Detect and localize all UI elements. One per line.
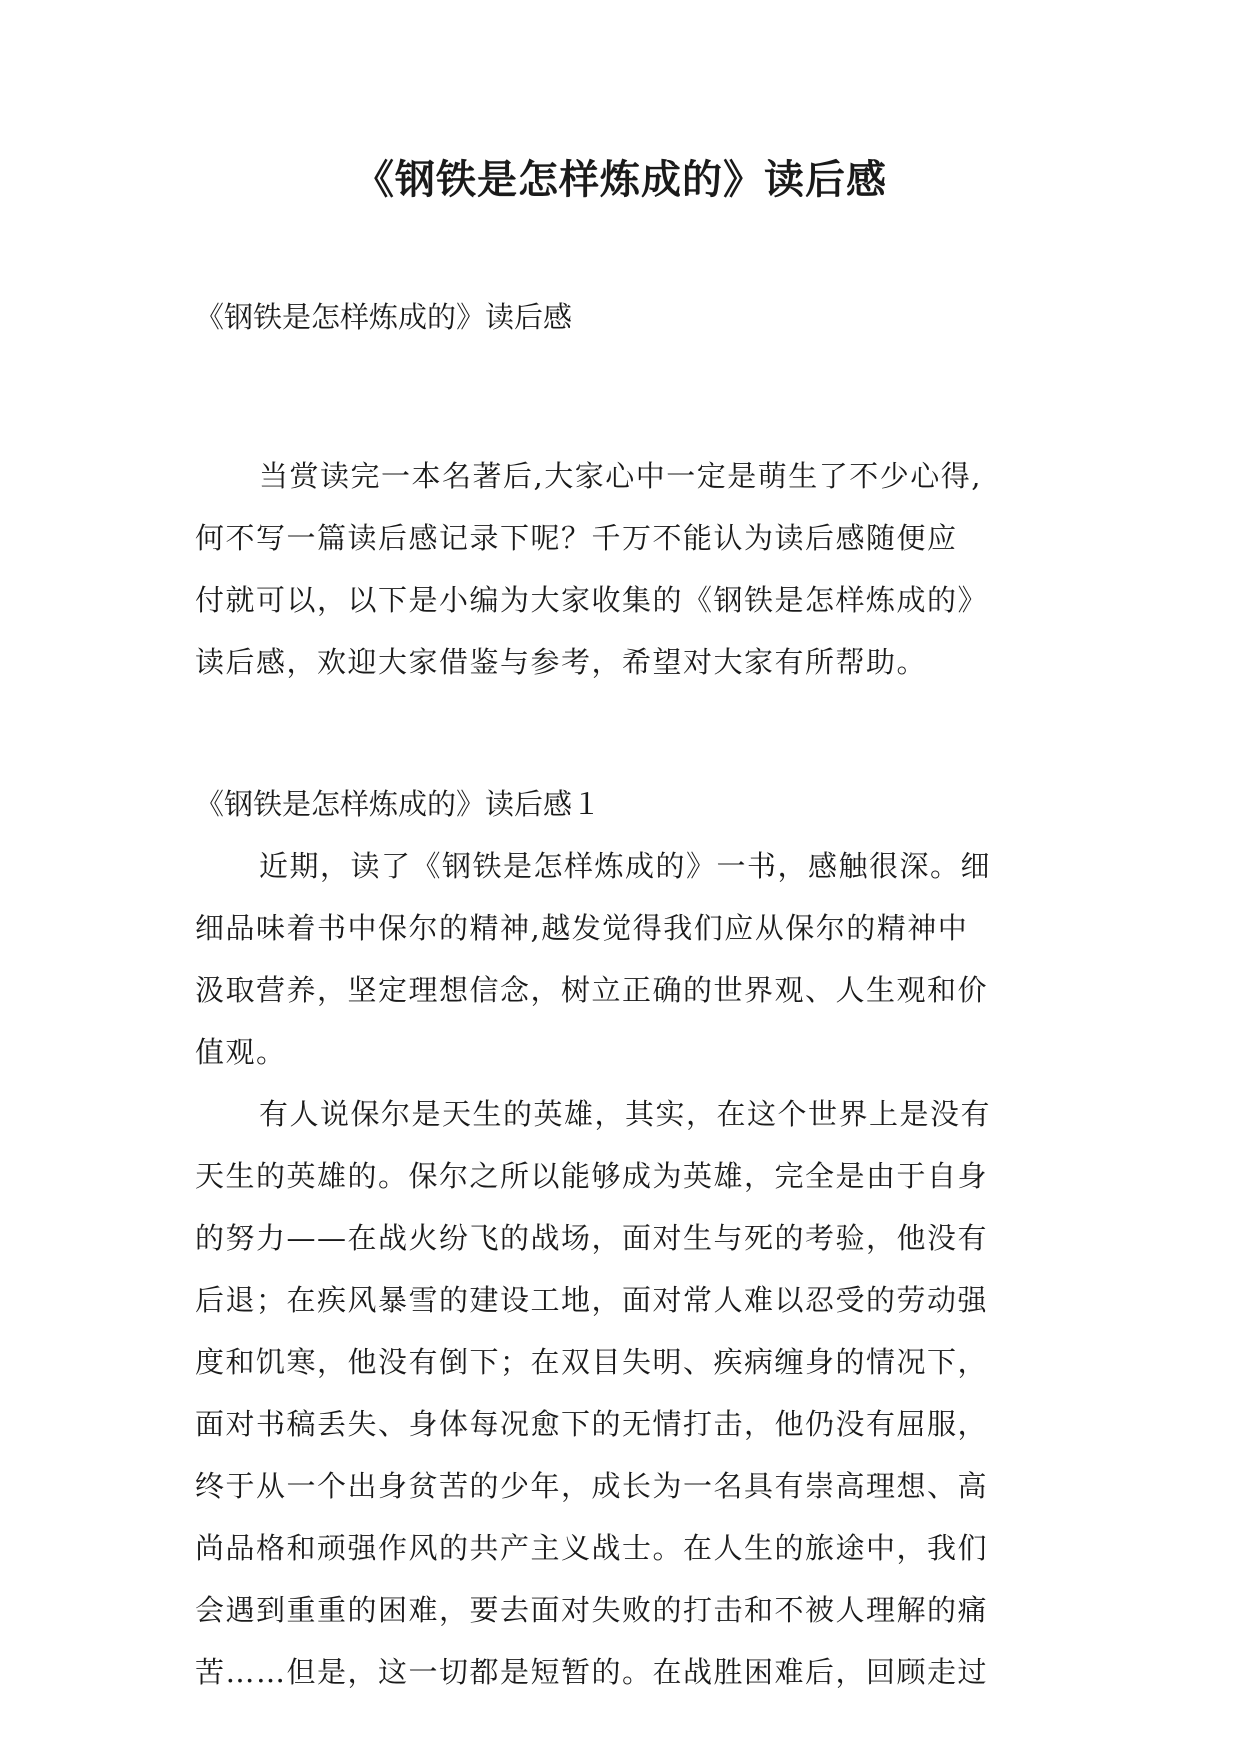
intro-paragraph (195, 445, 1055, 693)
paragraph-line: 值观。 (195, 1035, 287, 1069)
paragraph-line: 当赏读完一本名著后,大家心中一定是萌生了不少心得, (259, 459, 982, 493)
paragraph-line: 的努力——在战火纷飞的战场，面对生与死的考验，他没有 (195, 1221, 989, 1255)
paragraph-line: 汲取营养，坚定理想信念，树立正确的世界观、人生观和价 (195, 973, 989, 1007)
document-subtitle: 《钢铁是怎样炼成的》读后感 (195, 300, 573, 334)
paragraph-line: 细品味着书中保尔的精神,越发觉得我们应从保尔的精神中 (195, 911, 969, 945)
paragraph-line: 有人说保尔是天生的英雄，其实，在这个世界上是没有 (259, 1097, 992, 1131)
paragraph-line: 面对书稿丢失、身体每况愈下的无情打击，他仍没有屈服， (195, 1407, 989, 1441)
document-body (195, 286, 1055, 1703)
paragraph-line: 后退；在疾风暴雪的建设工地，面对常人难以忍受的劳动强 (195, 1283, 989, 1317)
paragraph-line: 付就可以，以下是小编为大家收集的《钢铁是怎样炼成的》 (195, 583, 989, 617)
spacer (195, 348, 1055, 445)
body-paragraph-2 (195, 1083, 1055, 1703)
spacer (195, 693, 1055, 773)
paragraph-line: 度和饥寒，他没有倒下；在双目失明、疾病缠身的情况下， (195, 1345, 989, 1379)
paragraph-line: 苦……但是，这一切都是短暂的。在战胜困难后，回顾走过 (195, 1655, 989, 1689)
paragraph-line: 近期，读了《钢铁是怎样炼成的》一书，感触很深。细 (259, 849, 992, 883)
document-title: 《钢铁是怎样炼成的》读后感 (354, 156, 887, 203)
body-paragraph-1 (195, 835, 1055, 1083)
paragraph-line: 何不写一篇读后感记录下呢？千万不能认为读后感随便应 (195, 521, 958, 555)
paragraph-line: 终于从一个出身贫苦的少年，成长为一名具有崇高理想、高 (195, 1469, 989, 1503)
paragraph-line: 会遇到重重的困难，要去面对失败的打击和不被人理解的痛 (195, 1593, 989, 1627)
paragraph-line: 读后感，欢迎大家借鉴与参考，希望对大家有所帮助。 (195, 645, 928, 679)
paragraph-line: 天生的英雄的。保尔之所以能够成为英雄，完全是由于自身 (195, 1159, 989, 1193)
section-heading: 《钢铁是怎样炼成的》读后感１ (195, 787, 602, 821)
paragraph-line: 尚品格和顽强作风的共产主义战士。在人生的旅途中，我们 (195, 1531, 989, 1565)
